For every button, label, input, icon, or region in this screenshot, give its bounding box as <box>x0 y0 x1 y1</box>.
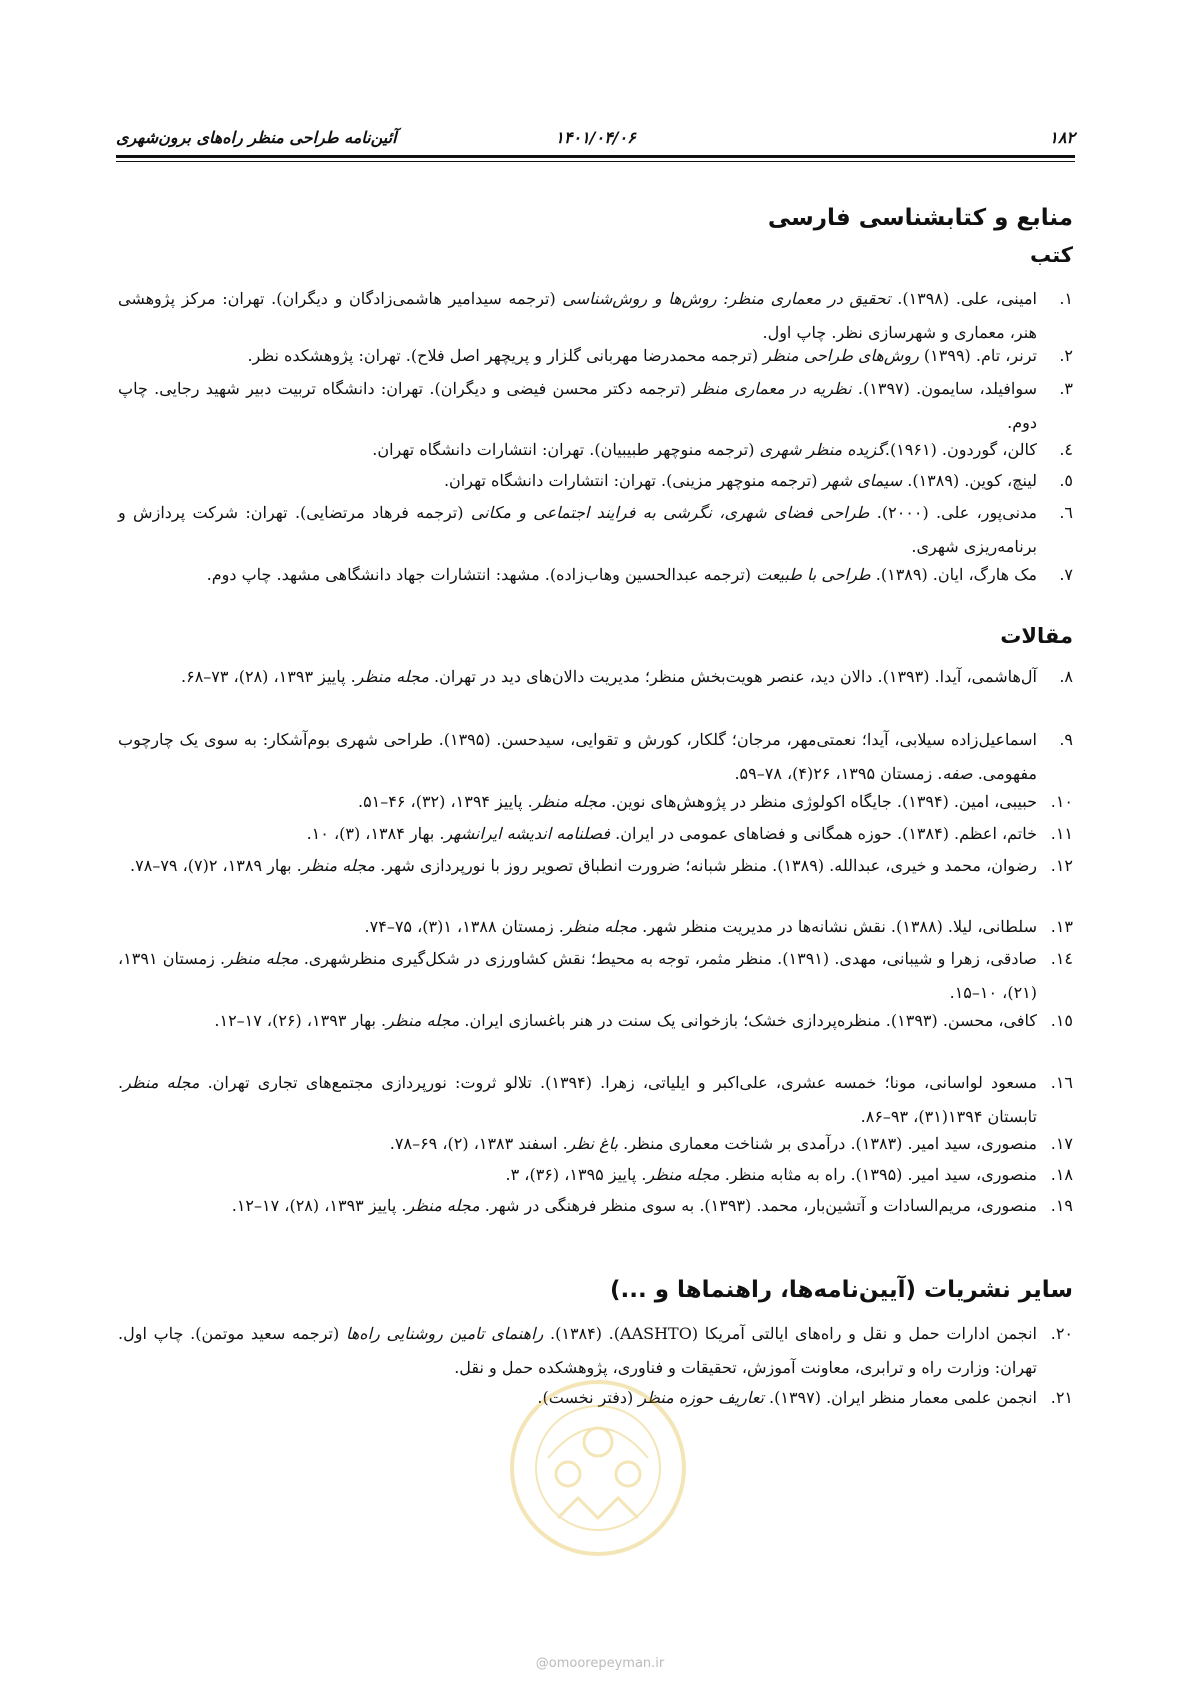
reference-item: ٥. لینچ، کوین. (۱۳۸۹). سیمای شهر (ترجمه منوچهر مزینی). تهران: انتشارات دانشگاه تهران. <box>118 464 1073 498</box>
reference-number: ۸. <box>1059 667 1073 686</box>
running-header <box>116 128 1075 154</box>
reference-item: ۱. امینی، علی. (۱۳۹۸). تحقیق در معماری منظر: روش‌ها و روش‌شناسی (ترجمه سیدامیر هاشمی‌زادگان و دیگران). تهران: مرکز پژوهشی هنر، معماری و شهرسازی نظر. چاپ اول. <box>118 282 1073 350</box>
reference-item: ٦. مدنی‌پور، علی. (۲۰۰۰). طراحی فضای شهری، نگرشی به فرایند اجتماعی و مکانی (ترجمه فرهاد مرتضایی). تهران: شرکت پردازش و برنامه‌ریزی شهری. <box>118 496 1073 564</box>
section-heading-main: منابع و کتابشناسی فارسی <box>767 205 1073 231</box>
reference-item: ۲۱. انجمن علمی معمار منظر ایران. (۱۳۹۷). تعاریف حوزه منظر (دفتر نخست). <box>118 1381 1073 1415</box>
reference-item: ۱۱. خاتم، اعظم. (۱۳۸۴). حوزه همگانی و فضاهای عمومی در ایران. فصلنامه اندیشه ایرانشهر. بهار ۱۳۸۴، (۳)، ۱۰. <box>118 817 1073 851</box>
reference-number: ٦. <box>1059 503 1073 522</box>
header-rule-thick <box>116 155 1075 158</box>
reference-item: ۹. اسماعیل‌زاده سیلابی، آیدا؛ نعمتی‌مهر، مرجان؛ گلکار، کورش و تقوایی، سیدحسن. (۱۳۹۵). طراحی شهری بوم‌آشکار: به سوی یک چارچوب مفهومی. صفه. زمستان ۱۳۹۵، ۲۶(۴)، ۷۸–۵۹. <box>118 723 1073 791</box>
reference-item: ۱۸. منصوری، سید امیر. (۱۳۹۵). راه به مثابه منظر. مجله منظر. پاییز ۱۳۹۵، (۳۶)، ۳. <box>118 1158 1073 1192</box>
reference-number: ۱۲. <box>1050 856 1073 875</box>
reference-item: ۱۹. منصوری، مریم‌السادات و آتشین‌بار، محمد. (۱۳۹۳). به سوی منظر فرهنگی در شهر. مجله منظر. پاییز ۱۳۹۳، (۲۸)، ۱۷–۱۲. <box>118 1189 1073 1223</box>
reference-item: ۱٥. کافی، محسن. (۱۳۹۳). منظره‌پردازی خشک؛ بازخوانی یک سنت در هنر باغسازی ایران. مجله منظر. بهار ۱۳۹۳، (۲۶)، ۱۷–۱۲. <box>118 1004 1073 1038</box>
reference-number: ۱۰. <box>1050 792 1073 811</box>
reference-item: ۱۳. سلطانی، لیلا. (۱۳۸۸). نقش نشانه‌ها در مدیریت منظر شهر. مجله منظر. زمستان ۱۳۸۸، ۱(۳)، ۷۵–۷۴. <box>118 910 1073 944</box>
reference-item: ۱۲. رضوان، محمد و خیری، عبدالله. (۱۳۸۹). منظر شبانه؛ ضرورت انطباق تصویر روز با نورپردازی شهر. مجله منظر. بهار ۱۳۸۹، ۲(۷)، ۷۹–۷۸. <box>118 849 1073 883</box>
reference-number: ۱٦. <box>1050 1073 1073 1092</box>
reference-number: ۱. <box>1059 289 1073 308</box>
reference-item: ۳. سوافیلد، سایمون. (۱۳۹۷). نظریه در معماری منظر (ترجمه دکتر محسن فیضی و دیگران). تهران: دانشگاه تربیت دبیر شهید رجایی. چاپ دوم. <box>118 372 1073 440</box>
reference-number: ۱٤. <box>1050 949 1073 968</box>
subheading-articles: مقالات <box>1000 624 1073 648</box>
reference-number: ۲. <box>1059 346 1073 365</box>
reference-number: ۱۷. <box>1050 1134 1073 1153</box>
reference-item: ۲. ترنر، تام. (۱۳۹۹) روش‌های طراحی منظر (ترجمه محمدرضا مهربانی گلزار و پریچهر اصل فلاح). تهران: پژوهشکده نظر. <box>118 339 1073 373</box>
reference-number: ۲۰. <box>1050 1324 1073 1343</box>
reference-number: ٤. <box>1059 440 1073 459</box>
reference-number: ۱۹. <box>1050 1196 1073 1215</box>
reference-item: ۱٤. صادقی، زهرا و شیبانی، مهدی. (۱۳۹۱). منظر مثمر، توجه به محیط؛ نقش کشاورزی در شکل‌گیری منظرشهری. مجله منظر. زمستان ۱۳۹۱، (۲۱)، ۱۰–۱۵. <box>118 942 1073 1010</box>
reference-item: ۱۷. منصوری، سید امیر. (۱۳۸۳). درآمدی بر شناخت معماری منظر. باغ نظر. اسفند ۱۳۸۳، (۲)، ۶۹–۷۸. <box>118 1127 1073 1161</box>
header-rule-thin <box>116 161 1075 162</box>
reference-number: ۷. <box>1059 565 1073 584</box>
reference-number: ۹. <box>1059 730 1073 749</box>
reference-item: ۸. آل‌هاشمی، آیدا. (۱۳۹۳). دالان دید، عنصر هویت‌بخش منظر؛ مدیریت دالان‌های دید در تهران. مجله منظر. پاییز ۱۳۹۳، (۲۸)، ۷۳–۶۸. <box>118 660 1073 694</box>
reference-item: ۱۰. حبیبی، امین. (۱۳۹۴). جایگاه اکولوژی منظر در پژوهش‌های نوین. مجله منظر. پاییز ۱۳۹۴، (۳۲)، ۴۶–۵۱. <box>118 785 1073 819</box>
reference-item: ٤. کالن، گوردون. (۱۹۶۱).گزیده منظر شهری (ترجمه منوچهر طبیبیان). تهران: انتشارات دانشگاه تهران. <box>118 433 1073 467</box>
header-title: آئین‌نامه طراحی منظر راه‌های برون‌شهری <box>116 128 397 147</box>
reference-number: ۱٥. <box>1050 1011 1073 1030</box>
subheading-books: کتب <box>1029 243 1073 267</box>
header-date: ۱۴۰۱/۰۴/۰۶ <box>555 128 636 147</box>
reference-number: ۳. <box>1059 379 1073 398</box>
reference-item: ۲۰. انجمن ادارات حمل و نقل و راه‌های ایالتی آمریکا (AASHTO). (۱۳۸۴). راهنمای تامین روشنایی راه‌ها (ترجمه سعید موتمن). چاپ اول. تهران: وزارت راه و ترابری، معاونت آموزش، تحقیقات و فناوری، پژوهشکده حمل و نقل. <box>118 1317 1073 1385</box>
reference-number: ۱۳. <box>1050 917 1073 936</box>
watermark-url: @omoorepeyman.ir <box>535 1656 665 1671</box>
reference-item: ۷. مک هارگ، ایان. (۱۳۸۹). طراحی با طبیعت (ترجمه عبدالحسین وهاب‌زاده). مشهد: انتشارات جهاد دانشگاهی مشهد. چاپ دوم. <box>118 558 1073 592</box>
reference-number: ۱۸. <box>1050 1165 1073 1184</box>
reference-item: ۱٦. مسعود لواسانی، مونا؛ خمسه عشری، علی‌اکبر و ایلیاتی، زهرا. (۱۳۹۴). تلالو ثروت: نورپردازی مجتمع‌های تجاری تهران. مجله منظر. تابستان ۱۳۹۴(۳۱)، ۹۳–۸۶. <box>118 1066 1073 1134</box>
reference-number: ٥. <box>1059 471 1073 490</box>
seal-logo-icon <box>508 1378 688 1558</box>
reference-number: ۱۱. <box>1050 824 1073 843</box>
page-number: ۱۸۲ <box>1049 128 1075 147</box>
section-heading-other: سایر نشریات (آیین‌نامه‌ها، راهنماها و ...) <box>610 1277 1073 1303</box>
reference-number: ۲۱. <box>1050 1388 1073 1407</box>
